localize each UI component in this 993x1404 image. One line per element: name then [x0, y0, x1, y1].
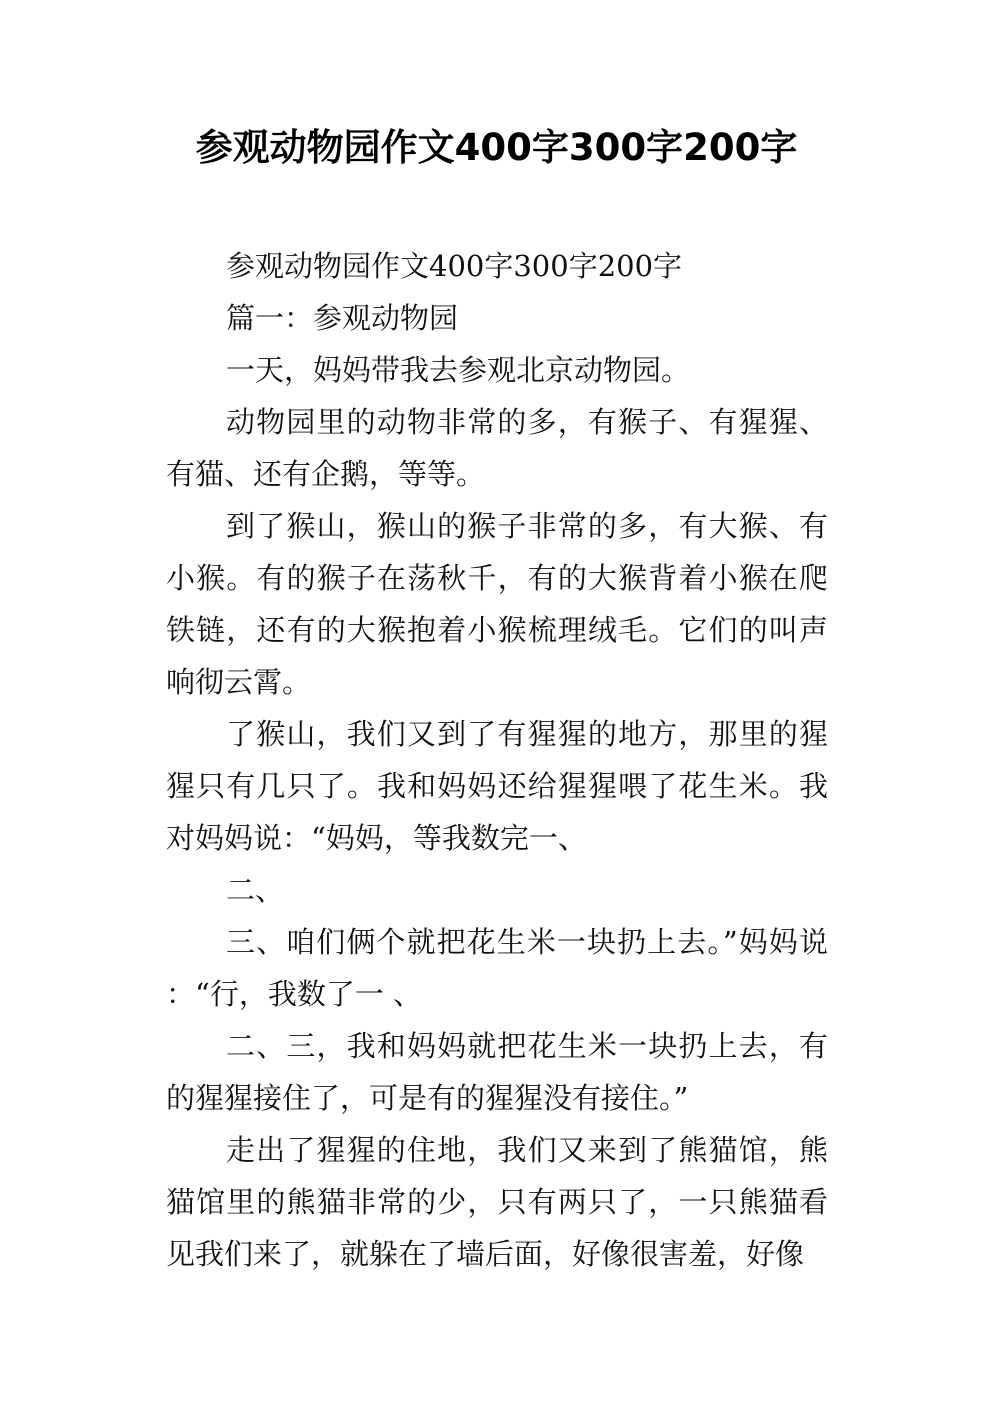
paragraph: 动物园里的动物非常的多，有猴子、有猩猩、有猫、还有企鹅，等等。: [166, 405, 828, 491]
paragraph: 了猴山，我们又到了有猩猩的地方，那里的猩猩只有几只了。我和妈妈还给猩猩喂了花生米。我对妈妈说：“妈妈，等我数完一、: [166, 717, 828, 855]
paragraph: 三、咱们俩个就把花生米一块扔上去。”妈妈说：“行，我数了一 、: [166, 925, 828, 1011]
paragraph: 走出了猩猩的住地，我们又来到了熊猫馆，熊猫馆里的熊猫非常的少，只有两只了，一只熊猫看见我们来了，就躲在了墙后面，好像很害羞，好像: [166, 1133, 828, 1271]
paragraph: 到了猴山，猴山的猴子非常的多，有大猴、有小猴。有的猴子在荡秋千，有的大猴背着小猴在爬铁链，还有的大猴抱着小猴梳理绒毛。它们的叫声响彻云霄。: [166, 509, 828, 699]
document-title: 参观动物园作文400字300字200字: [195, 126, 798, 169]
paragraph-subtitle: 参观动物园作文400字300字200字: [226, 249, 683, 283]
paragraph: 二、三，我和妈妈就把花生米一块扔上去，有的猩猩接住了，可是有的猩猩没有接住。”: [166, 1029, 828, 1115]
document-body: [166, 240, 828, 1280]
paragraph: 二、: [226, 873, 285, 907]
paragraph-section-heading: 篇一：参观动物园: [226, 301, 459, 335]
paragraph: 一天，妈妈带我去参观北京动物园。: [226, 353, 691, 387]
